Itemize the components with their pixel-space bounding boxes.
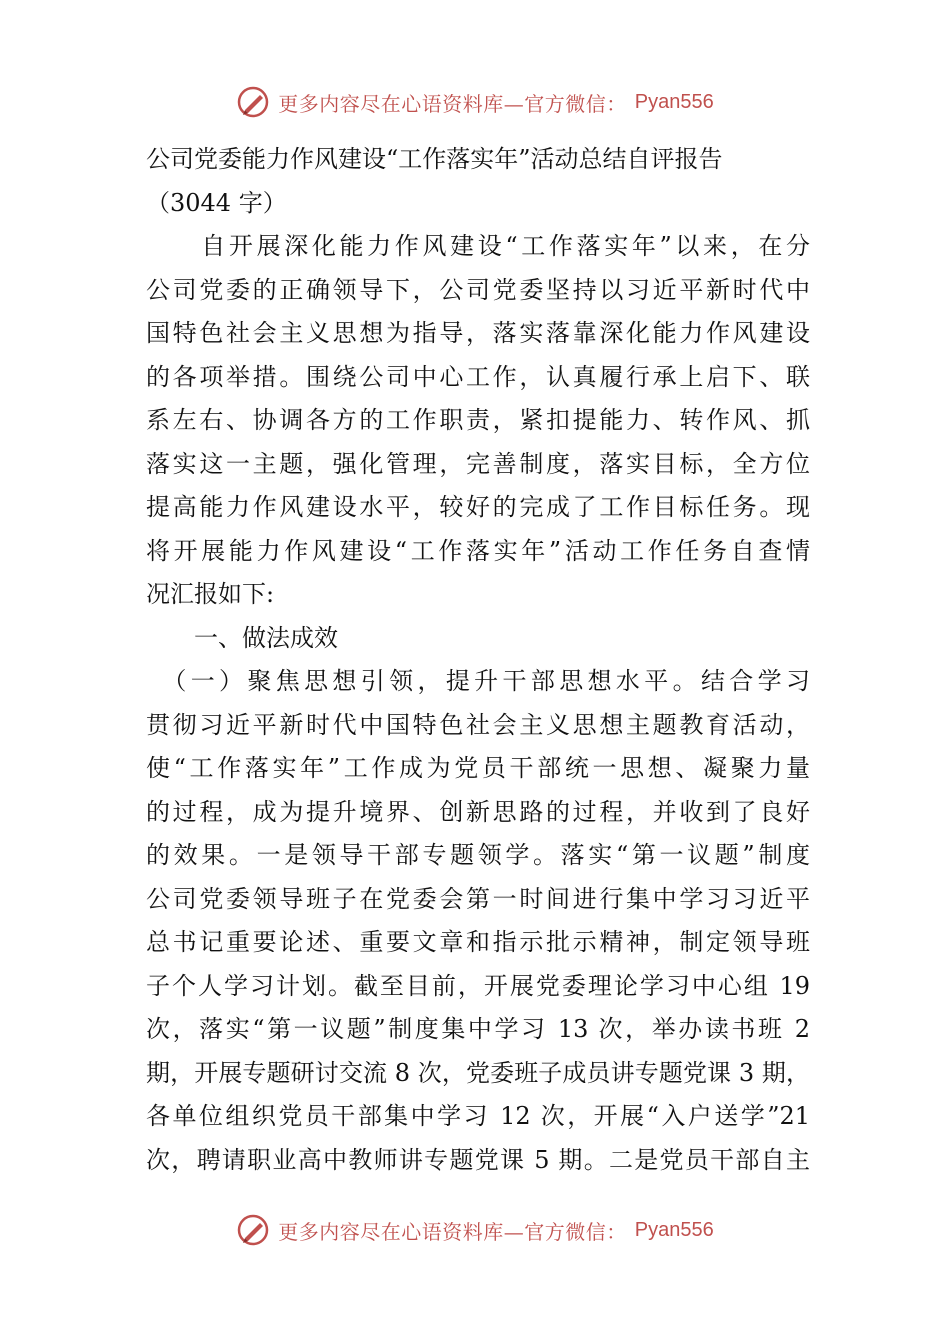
text-line: 将开展能力作风建设“工作落实年”活动工作任务自查情 <box>146 536 810 565</box>
text-line: 子个人学习计划。截至目前，开展党委理论学习中心组 19 <box>146 971 810 1000</box>
text-line: 系左右、协调各方的工作职责，紧扣提能力、转作风、抓 <box>146 406 810 434</box>
text-line: 次，落实“第一议题”制度集中学习 13 次，举办读书班 2 <box>146 1015 810 1043</box>
text-line: 自开展深化能力作风建设“工作落实年”以来，在分 <box>146 232 810 260</box>
text-line: 期，开展专题研讨交流 8 次，党委班子成员讲专题党课 3 期， <box>146 1058 810 1087</box>
text-line: 贯彻习近平新时代中国特色社会主义思想主题教育活动， <box>146 710 810 739</box>
watermark-text: 更多内容尽在心语资料库—官方微信： <box>278 1219 627 1244</box>
watermark-text: 更多内容尽在心语资料库—官方微信： <box>278 91 627 116</box>
text-line: 一、做法成效 <box>146 623 338 652</box>
text-line: 各单位组织党员干部集中学习 12 次，开展“入户送学”21 <box>146 1102 810 1130</box>
text-line: （3044 字） <box>146 188 287 217</box>
text-line: 次，聘请职业高中教师讲专题党课 5 期。二是党员干部自主 <box>146 1145 810 1174</box>
text-line: 提高能力作风建设水平，较好的完成了工作目标任务。现 <box>146 493 810 521</box>
text-line: 的过程，成为提升境界、创新思路的过程，并收到了良好 <box>146 797 810 826</box>
text-line: 的效果。一是领导干部专题领学。落实“第一议题”制度 <box>146 841 810 869</box>
pen-circle-logo-icon <box>236 85 270 119</box>
text-line: （一）聚焦思想引领，提升干部思想水平。结合学习 <box>146 667 810 695</box>
text-line: 落实这一主题，强化管理，完善制度，落实目标，全方位 <box>146 449 810 478</box>
watermark-bottom <box>0 1210 950 1250</box>
text-line: 况汇报如下: <box>146 580 275 608</box>
text-line: 的各项举措。围绕公司中心工作，认真履行承上启下、联 <box>146 362 810 391</box>
text-line: 国特色社会主义思想为指导，落实落靠深化能力作风建设 <box>146 319 810 347</box>
text-line: 公司党委的正确领导下，公司党委坚持以习近平新时代中 <box>146 275 810 304</box>
text-line: 公司党委领导班子在党委会第一时间进行集中学习习近平 <box>146 884 810 913</box>
watermark-top <box>0 82 950 122</box>
pen-circle-logo-icon <box>236 1213 270 1247</box>
document-title: 公司党委能力作风建设“工作落实年”活动总结自评报告 <box>146 145 723 173</box>
watermark-wechat-id: Pyan556 <box>634 1218 714 1241</box>
watermark-wechat-id: Pyan556 <box>634 90 714 113</box>
document-body <box>146 138 810 1182</box>
text-line: 总书记重要论述、重要文章和指示批示精神，制定领导班 <box>146 928 810 956</box>
text-line: 使“工作落实年”工作成为党员干部统一思想、凝聚力量 <box>146 754 810 782</box>
